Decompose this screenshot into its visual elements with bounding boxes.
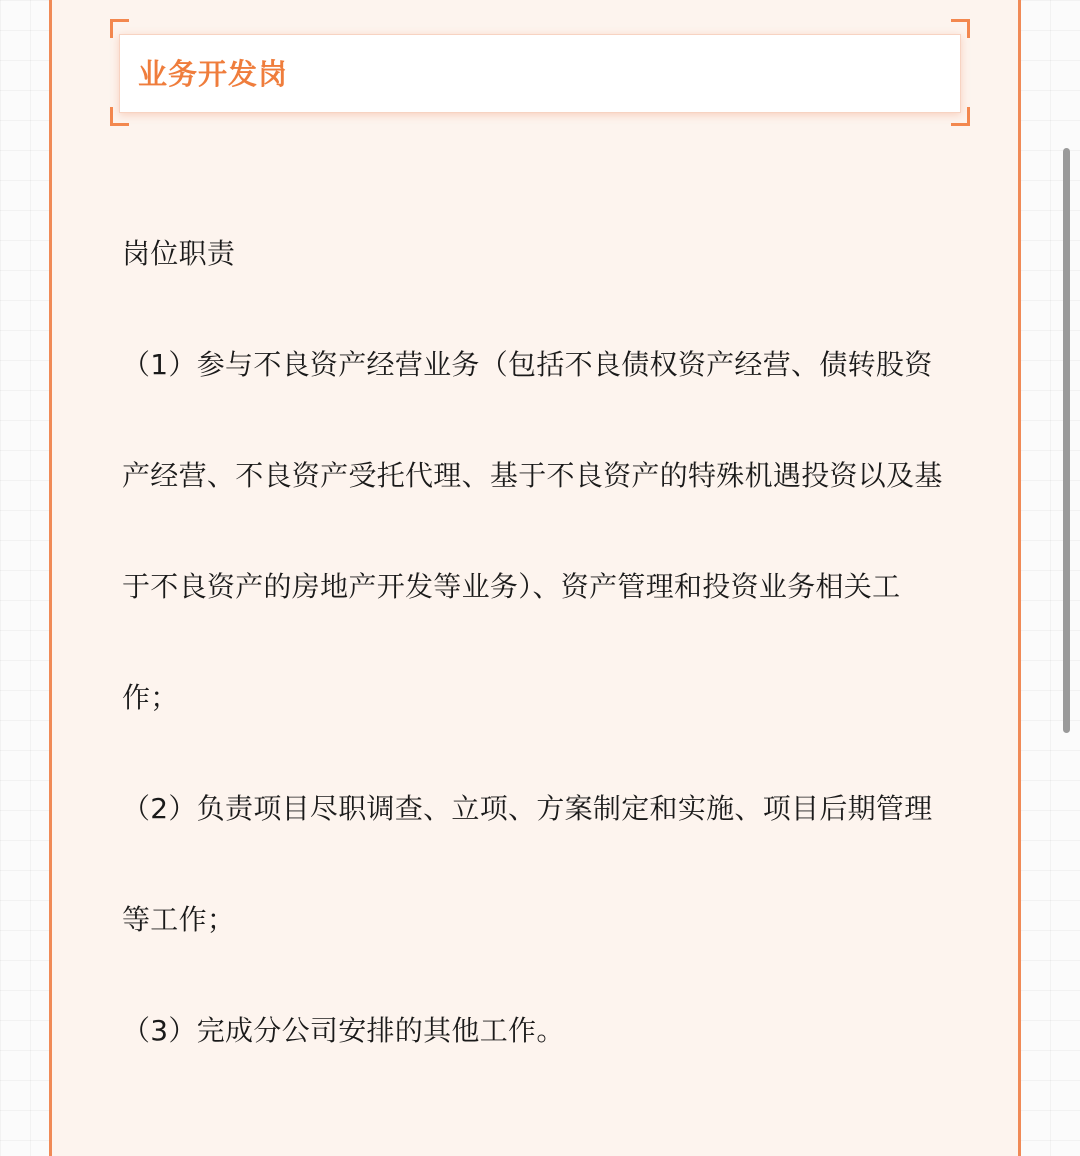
description-line: （1）参与不良资产经营业务（包括不良债权资产经营、债转股资 (122, 348, 933, 381)
description-line: 产经营、不良资产受托代理、基于不良资产的特殊机遇投资以及基 (122, 459, 943, 492)
description-line: （2）负责项目尽职调查、立项、方案制定和实施、项目后期管理 (122, 792, 933, 825)
description-line: 等工作； (122, 903, 236, 936)
vertical-scrollbar[interactable] (1063, 148, 1070, 733)
job-description (122, 198, 982, 1086)
description-line: （3）完成分公司安排的其他工作。 (122, 1014, 565, 1047)
description-line: 于不良资产的房地产开发等业务）、资产管理和投资业务相关工 (122, 570, 901, 603)
responsibilities-heading: 岗位职责 (122, 237, 236, 270)
section-title: 业务开发岗 (138, 57, 289, 91)
description-line: 作； (122, 681, 179, 714)
